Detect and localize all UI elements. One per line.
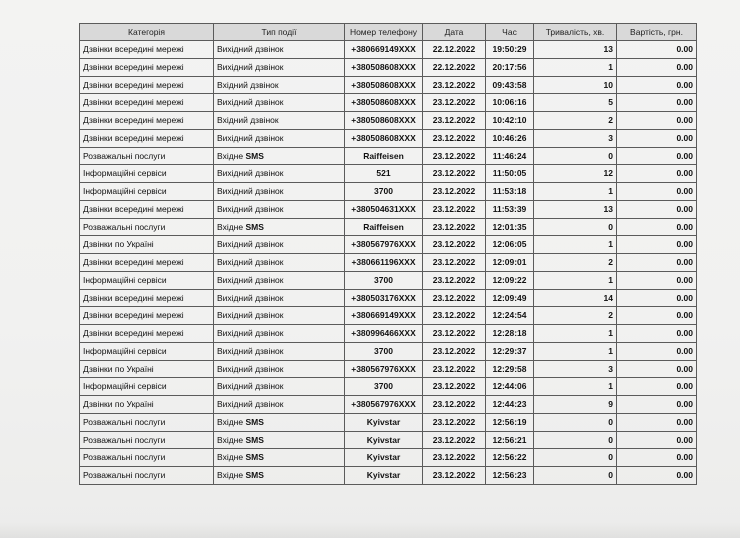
cell-cost: 0.00 xyxy=(617,236,697,254)
cell-duration: 13 xyxy=(534,200,617,218)
cell-date: 23.12.2022 xyxy=(423,94,486,112)
cell-phone-number: +380669149XXX xyxy=(345,307,423,325)
cell-time: 12:01:35 xyxy=(486,218,534,236)
cell-event-type xyxy=(214,218,345,236)
cell-cost: 0.00 xyxy=(617,112,697,130)
cell-cost: 0.00 xyxy=(617,165,697,183)
cell-cost: 0.00 xyxy=(617,342,697,360)
table-row xyxy=(80,360,697,378)
cell-cost: 0.00 xyxy=(617,218,697,236)
cell-phone-number: +380996466XXX xyxy=(345,325,423,343)
call-log-table xyxy=(79,23,697,485)
cell-event-type xyxy=(214,41,345,59)
cell-date: 23.12.2022 xyxy=(423,449,486,467)
cell-time: 12:56:23 xyxy=(486,467,534,485)
event-type-label: Вихідний дзвінок xyxy=(217,381,284,392)
sms-label: SMS xyxy=(245,150,264,161)
cell-category: Інформаційні сервіси xyxy=(80,342,214,360)
cell-phone-number: +380508608XXX xyxy=(345,94,423,112)
cell-cost: 0.00 xyxy=(617,183,697,201)
cell-cost: 0.00 xyxy=(617,129,697,147)
cell-phone-number: +380508608XXX xyxy=(345,76,423,94)
table-row xyxy=(80,289,697,307)
table-row xyxy=(80,147,697,165)
cell-date: 23.12.2022 xyxy=(423,200,486,218)
table-row xyxy=(80,236,697,254)
header-date: Дата xyxy=(423,24,486,41)
table-header-row xyxy=(80,24,697,41)
sms-label: SMS xyxy=(245,416,264,427)
cell-event-type xyxy=(214,129,345,147)
table-row xyxy=(80,183,697,201)
cell-date: 23.12.2022 xyxy=(423,147,486,165)
event-type-label: Вихідний дзвінок xyxy=(217,186,284,196)
cell-category: Дзвінки всередині мережі xyxy=(80,41,214,59)
event-type-label: Вхідне xyxy=(217,470,246,480)
event-type-label: Вихідний дзвінок xyxy=(217,61,284,72)
sms-label: SMS xyxy=(245,470,264,480)
cell-phone-number: +380504631XXX xyxy=(345,200,423,218)
cell-category: Дзвінки всередині мережі xyxy=(80,94,214,112)
event-type-label: Вихідний дзвінок xyxy=(217,363,284,374)
cell-time: 10:42:10 xyxy=(486,112,534,130)
event-type-label: Вхідне xyxy=(217,434,246,445)
cell-time: 12:56:22 xyxy=(486,449,534,467)
cell-duration: 1 xyxy=(534,325,617,343)
cell-cost: 0.00 xyxy=(617,254,697,272)
table-row xyxy=(80,254,697,272)
cell-cost: 0.00 xyxy=(617,94,697,112)
cell-date: 23.12.2022 xyxy=(423,307,486,325)
cell-duration: 2 xyxy=(534,112,617,130)
event-type-label: Вихідний дзвінок xyxy=(217,239,284,250)
cell-event-type xyxy=(214,289,345,307)
event-type-label: Вихідний дзвінок xyxy=(217,345,284,356)
cell-category: Дзвінки всередині мережі xyxy=(80,58,214,76)
cell-time: 12:29:37 xyxy=(486,342,534,360)
cell-date: 23.12.2022 xyxy=(423,467,486,485)
cell-category: Дзвінки всередині мережі xyxy=(80,254,214,272)
cell-category: Інформаційні сервіси xyxy=(80,271,214,289)
cell-phone-number: +380669149XXX xyxy=(345,41,423,59)
cell-cost: 0.00 xyxy=(617,200,697,218)
cell-time: 09:43:58 xyxy=(486,76,534,94)
header-phone-number: Номер телефону xyxy=(345,24,423,41)
cell-phone-number: 3700 xyxy=(345,342,423,360)
cell-phone-number: 3700 xyxy=(345,378,423,396)
cell-event-type xyxy=(214,396,345,414)
cell-cost: 0.00 xyxy=(617,325,697,343)
cell-cost: 0.00 xyxy=(617,289,697,307)
cell-phone-number: Kyivstar xyxy=(345,413,423,431)
cell-duration: 0 xyxy=(534,218,617,236)
cell-cost: 0.00 xyxy=(617,271,697,289)
cell-duration: 0 xyxy=(534,467,617,485)
cell-category: Інформаційні сервіси xyxy=(80,165,214,183)
cell-duration: 3 xyxy=(534,360,617,378)
cell-cost: 0.00 xyxy=(617,76,697,94)
cell-date: 23.12.2022 xyxy=(423,271,486,289)
cell-category: Дзвінки всередині мережі xyxy=(80,325,214,343)
cell-category: Дзвінки всередині мережі xyxy=(80,129,214,147)
table-row xyxy=(80,165,697,183)
cell-time: 12:29:58 xyxy=(486,360,534,378)
cell-cost: 0.00 xyxy=(617,378,697,396)
cell-cost: 0.00 xyxy=(617,58,697,76)
table-row xyxy=(80,413,697,431)
cell-date: 22.12.2022 xyxy=(423,58,486,76)
event-type-label: Вихідний дзвінок xyxy=(217,44,284,54)
cell-date: 23.12.2022 xyxy=(423,183,486,201)
cell-duration: 9 xyxy=(534,396,617,414)
cell-event-type xyxy=(214,200,345,218)
table-row xyxy=(80,218,697,236)
event-type-label: Вхідний дзвінок xyxy=(217,115,279,125)
table-row xyxy=(80,467,697,485)
cell-event-type xyxy=(214,307,345,325)
cell-time: 11:50:05 xyxy=(486,165,534,183)
cell-time: 12:56:21 xyxy=(486,431,534,449)
cell-time: 12:44:06 xyxy=(486,378,534,396)
cell-duration: 3 xyxy=(534,129,617,147)
table-row xyxy=(80,112,697,130)
cell-duration: 1 xyxy=(534,342,617,360)
cell-phone-number: 521 xyxy=(345,165,423,183)
cell-time: 10:46:26 xyxy=(486,129,534,147)
cell-category: Інформаційні сервіси xyxy=(80,183,214,201)
cell-event-type xyxy=(214,112,345,130)
cell-phone-number: Kyivstar xyxy=(345,449,423,467)
cell-event-type xyxy=(214,183,345,201)
cell-phone-number: +380661196XXX xyxy=(345,254,423,272)
cell-event-type xyxy=(214,342,345,360)
cell-phone-number: +380508608XXX xyxy=(345,58,423,76)
cell-category: Розважальні послуги xyxy=(80,218,214,236)
cell-date: 23.12.2022 xyxy=(423,76,486,94)
cell-category: Розважальні послуги xyxy=(80,413,214,431)
cell-event-type xyxy=(214,254,345,272)
cell-duration: 13 xyxy=(534,41,617,59)
cell-event-type xyxy=(214,58,345,76)
cell-phone-number: Kyivstar xyxy=(345,431,423,449)
event-type-label: Вихідний дзвінок xyxy=(217,292,284,303)
table-row xyxy=(80,76,697,94)
header-duration: Тривалість, хв. xyxy=(534,24,617,41)
cell-duration: 0 xyxy=(534,431,617,449)
cell-phone-number: +380567976XXX xyxy=(345,236,423,254)
cell-category: Інформаційні сервіси xyxy=(80,378,214,396)
cell-category: Дзвінки по Україні xyxy=(80,396,214,414)
cell-duration: 2 xyxy=(534,254,617,272)
cell-time: 12:06:05 xyxy=(486,236,534,254)
table-row xyxy=(80,396,697,414)
event-type-label: Вихідний дзвінок xyxy=(217,274,284,285)
cell-event-type xyxy=(214,165,345,183)
table-row xyxy=(80,94,697,112)
cell-category: Розважальні послуги xyxy=(80,431,214,449)
table-row xyxy=(80,307,697,325)
cell-time: 12:09:01 xyxy=(486,254,534,272)
header-event-type: Тип події xyxy=(214,24,345,41)
cell-phone-number: Kyivstar xyxy=(345,467,423,485)
cell-phone-number: +380508608XXX xyxy=(345,129,423,147)
cell-time: 11:53:18 xyxy=(486,183,534,201)
event-type-label: Вихідний дзвінок xyxy=(217,203,284,214)
table-row xyxy=(80,271,697,289)
cell-duration: 1 xyxy=(534,58,617,76)
cell-event-type xyxy=(214,236,345,254)
event-type-label: Вхідне xyxy=(217,150,246,161)
cell-event-type xyxy=(214,325,345,343)
cell-cost: 0.00 xyxy=(617,467,697,485)
cell-cost: 0.00 xyxy=(617,431,697,449)
event-type-label: Вхідний дзвінок xyxy=(217,79,279,90)
cell-cost: 0.00 xyxy=(617,449,697,467)
cell-cost: 0.00 xyxy=(617,41,697,59)
table-row xyxy=(80,58,697,76)
cell-date: 23.12.2022 xyxy=(423,325,486,343)
cell-date: 23.12.2022 xyxy=(423,254,486,272)
cell-category: Дзвінки всередині мережі xyxy=(80,112,214,130)
cell-phone-number: Raiffeisen xyxy=(345,147,423,165)
cell-category: Дзвінки всередині мережі xyxy=(80,76,214,94)
cell-date: 23.12.2022 xyxy=(423,360,486,378)
cell-date: 23.12.2022 xyxy=(423,218,486,236)
cell-duration: 1 xyxy=(534,236,617,254)
cell-duration: 1 xyxy=(534,378,617,396)
cell-event-type xyxy=(214,413,345,431)
cell-phone-number: +380508608XXX xyxy=(345,112,423,130)
cell-cost: 0.00 xyxy=(617,360,697,378)
cell-duration: 0 xyxy=(534,449,617,467)
sms-label: SMS xyxy=(245,452,264,463)
cell-category: Розважальні послуги xyxy=(80,147,214,165)
cell-phone-number: +380567976XXX xyxy=(345,396,423,414)
cell-duration: 12 xyxy=(534,165,617,183)
event-type-label: Вхідне xyxy=(217,416,246,427)
cell-time: 12:24:54 xyxy=(486,307,534,325)
cell-time: 19:50:29 xyxy=(486,41,534,59)
cell-cost: 0.00 xyxy=(617,396,697,414)
event-type-label: Вихідний дзвінок xyxy=(217,399,284,409)
cell-time: 11:46:24 xyxy=(486,147,534,165)
cell-time: 12:56:19 xyxy=(486,413,534,431)
cell-category: Дзвінки по Україні xyxy=(80,360,214,378)
sms-label: SMS xyxy=(245,434,264,445)
cell-date: 23.12.2022 xyxy=(423,289,486,307)
cell-event-type xyxy=(214,76,345,94)
cell-category: Розважальні послуги xyxy=(80,449,214,467)
event-type-label: Вхідне xyxy=(217,452,246,463)
cell-cost: 0.00 xyxy=(617,307,697,325)
table-row xyxy=(80,449,697,467)
table-row xyxy=(80,129,697,147)
cell-time: 11:53:39 xyxy=(486,200,534,218)
cell-date: 22.12.2022 xyxy=(423,41,486,59)
cell-category: Дзвінки по Україні xyxy=(80,236,214,254)
sms-label: SMS xyxy=(245,221,264,232)
table-body xyxy=(80,41,697,485)
cell-phone-number: 3700 xyxy=(345,183,423,201)
table-row xyxy=(80,41,697,59)
cell-duration: 0 xyxy=(534,413,617,431)
header-category: Категорія xyxy=(80,24,214,41)
cell-category: Дзвінки всередині мережі xyxy=(80,307,214,325)
cell-cost: 0.00 xyxy=(617,147,697,165)
cell-event-type xyxy=(214,378,345,396)
cell-cost: 0.00 xyxy=(617,413,697,431)
cell-duration: 10 xyxy=(534,76,617,94)
cell-phone-number: 3700 xyxy=(345,271,423,289)
cell-event-type xyxy=(214,360,345,378)
table-row xyxy=(80,378,697,396)
event-type-label: Вихідний дзвінок xyxy=(217,97,284,108)
cell-phone-number: +380503176XXX xyxy=(345,289,423,307)
cell-time: 20:17:56 xyxy=(486,58,534,76)
cell-category: Дзвінки всередині мережі xyxy=(80,200,214,218)
cell-date: 23.12.2022 xyxy=(423,378,486,396)
cell-phone-number: +380567976XXX xyxy=(345,360,423,378)
table-row xyxy=(80,342,697,360)
cell-date: 23.12.2022 xyxy=(423,431,486,449)
cell-date: 23.12.2022 xyxy=(423,129,486,147)
cell-duration: 2 xyxy=(534,307,617,325)
cell-category: Дзвінки всередині мережі xyxy=(80,289,214,307)
cell-date: 23.12.2022 xyxy=(423,236,486,254)
cell-date: 23.12.2022 xyxy=(423,165,486,183)
cell-event-type xyxy=(214,467,345,485)
cell-duration: 0 xyxy=(534,147,617,165)
table-row xyxy=(80,431,697,449)
cell-time: 10:06:16 xyxy=(486,94,534,112)
event-type-label: Вихідний дзвінок xyxy=(217,257,284,267)
page-bottom-shadow xyxy=(0,522,740,538)
cell-event-type xyxy=(214,147,345,165)
cell-date: 23.12.2022 xyxy=(423,413,486,431)
cell-time: 12:44:23 xyxy=(486,396,534,414)
cell-event-type xyxy=(214,449,345,467)
cell-duration: 5 xyxy=(534,94,617,112)
cell-date: 23.12.2022 xyxy=(423,112,486,130)
event-type-label: Вихідний дзвінок xyxy=(217,168,284,179)
cell-phone-number: Raiffeisen xyxy=(345,218,423,236)
header-time: Час xyxy=(486,24,534,41)
cell-event-type xyxy=(214,94,345,112)
cell-event-type xyxy=(214,271,345,289)
cell-time: 12:28:18 xyxy=(486,325,534,343)
cell-time: 12:09:22 xyxy=(486,271,534,289)
event-type-label: Вхідне xyxy=(217,221,246,232)
cell-event-type xyxy=(214,431,345,449)
header-cost: Вартість, грн. xyxy=(617,24,697,41)
cell-duration: 1 xyxy=(534,271,617,289)
cell-time: 12:09:49 xyxy=(486,289,534,307)
cell-duration: 1 xyxy=(534,183,617,201)
cell-category: Розважальні послуги xyxy=(80,467,214,485)
cell-date: 23.12.2022 xyxy=(423,396,486,414)
cell-date: 23.12.2022 xyxy=(423,342,486,360)
event-type-label: Вихідний дзвінок xyxy=(217,310,284,321)
table-row xyxy=(80,325,697,343)
event-type-label: Вихідний дзвінок xyxy=(217,328,284,338)
table-row xyxy=(80,200,697,218)
event-type-label: Вихідний дзвінок xyxy=(217,132,284,143)
cell-duration: 14 xyxy=(534,289,617,307)
